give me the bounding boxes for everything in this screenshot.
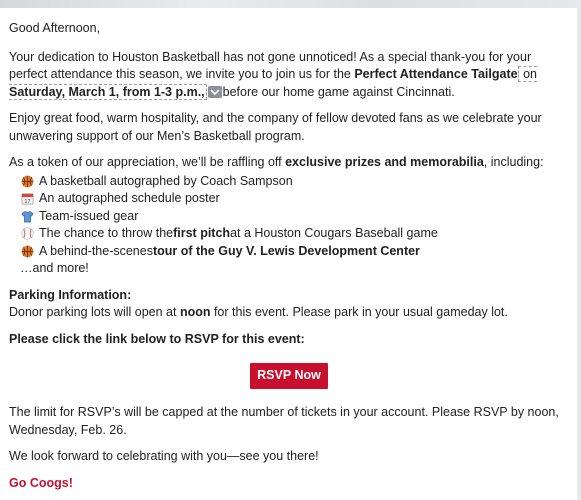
raffle-intro: As a token of our appreciation, we’ll be raffling off exclusive prizes and memorabilia, including: bbox=[9, 155, 544, 169]
list-item-more: …and more! bbox=[20, 261, 89, 275]
header-strip bbox=[0, 0, 581, 8]
enjoy-paragraph: Enjoy great food, warm hospitality, and the company of fellow devoted fans as we celebrate your unwavering support of our Men’s Basketball program. bbox=[9, 111, 542, 143]
email-body bbox=[9, 20, 569, 492]
event-date-time: Saturday, March 1, from 1-3 p.m., bbox=[9, 84, 205, 99]
calendar-icon bbox=[20, 192, 35, 205]
raffle-highlight: exclusive prizes and memorabilia bbox=[285, 155, 484, 169]
rsvp-prompt: Please click the link below to RSVP for this event: bbox=[9, 331, 305, 346]
closing-line: We look forward to celebrating with you—see you there! bbox=[9, 449, 319, 463]
rsvp-limit-note: The limit for RSVP’s will be capped at the number of tickets in your account. Please RSVP by noon, Wednesday, Feb. 26. bbox=[9, 405, 559, 437]
svg-text:17: 17 bbox=[24, 199, 31, 206]
list-item: A behind-the-scenes tour of the Guy V. Lewis Development Center bbox=[20, 243, 569, 261]
intro-text-end: before our home game against Cincinnati. bbox=[222, 84, 455, 99]
list-item: 17 An autographed schedule poster bbox=[20, 190, 569, 208]
list-item: Team-issued gear bbox=[20, 208, 569, 226]
basketball-icon bbox=[20, 175, 35, 188]
basketball-icon bbox=[20, 245, 35, 258]
prize-list bbox=[20, 173, 569, 278]
signoff: Go Coogs! bbox=[9, 475, 73, 490]
greeting: Good Afternoon, bbox=[9, 21, 101, 35]
list-item: A basketball autographed by Coach Sampson bbox=[20, 173, 569, 191]
rsvp-button[interactable]: RSVP Now bbox=[250, 363, 328, 389]
parking-title: Parking Information: bbox=[9, 287, 132, 302]
parking-info: Donor parking lots will open at noon for this event. Please park in your usual gameday lot. bbox=[9, 305, 508, 319]
intro-paragraph bbox=[9, 49, 569, 102]
chevron-down-icon[interactable] bbox=[208, 86, 222, 98]
event-date-link[interactable]: on Saturday, March 1, from 1-3 p.m., bbox=[9, 67, 537, 99]
rsvp-button-row bbox=[9, 363, 569, 389]
event-name: Perfect Attendance Tailgate bbox=[354, 67, 518, 81]
intro-text: Your dedication to Houston Basketball has not gone unnoticed! As a special thank-you for your perfect attendance this season, we invite you to join us for the bbox=[9, 49, 532, 81]
baseball-icon bbox=[20, 227, 35, 240]
jersey-icon bbox=[20, 210, 35, 223]
list-item: The chance to throw the first pitch at a Houston Cougars Baseball game bbox=[20, 225, 569, 243]
window-edge bbox=[577, 0, 581, 500]
